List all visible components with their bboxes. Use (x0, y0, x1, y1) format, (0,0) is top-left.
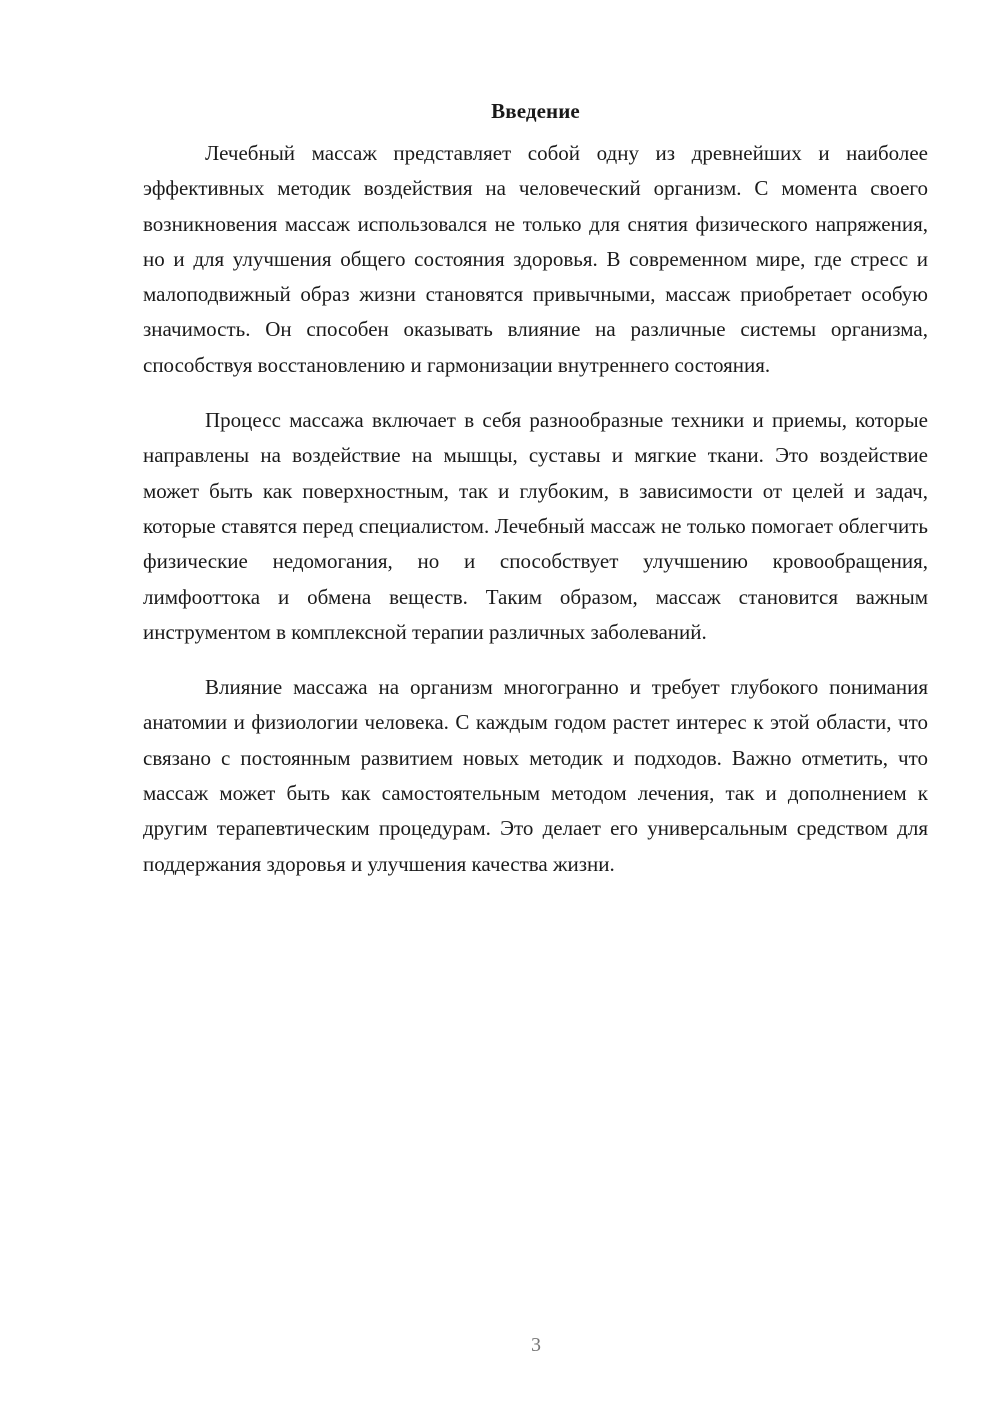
paragraph-3: Влияние массажа на организм многогранно и требует глубокого понимания анатомии и физиологии человека. С каждым годом растет интерес к этой области, что связано с постоянным развитием новых методик и подходов. Важно отметить, что массаж может быть как самостоятельным методом лечения, так и дополнением к другим терапевтическим процедурам. Это делает его универсальным средством для поддержания здоровья и улучшения качества жизни. (143, 675, 928, 876)
paragraph-1: Лечебный массаж представляет собой одну из древнейших и наиболее эффективных методик воздействия на человеческий организм. С момента своего возникновения массаж использовался не только для снятия физического напряжения, но и для улучшения общего состояния здоровья. В современном мире, где стресс и малоподвижный образ жизни становятся привычными, массаж приобретает особую значимость. Он способен оказывать влияние на различные системы организма, способствуя восстановлению и гармонизации внутреннего состояния. (143, 141, 928, 377)
page-body (143, 96, 928, 882)
page-number: 3 (531, 1334, 541, 1356)
paragraph-2: Процесс массажа включает в себя разнообразные техники и приемы, которые направлены на воздействие на мышцы, суставы и мягкие ткани. Это воздействие может быть как поверхностным, так и глубоким, в зависимости от целей и задач, которые ставятся перед специалистом. Лечебный массаж не только помогает облегчить физические недомогания, но и способствует улучшению кровообращения, лимфооттока и обмена веществ. Таким образом, массаж становится важным инструментом в комплексной терапии различных заболеваний. (143, 408, 928, 644)
section-heading: Введение (491, 99, 580, 123)
